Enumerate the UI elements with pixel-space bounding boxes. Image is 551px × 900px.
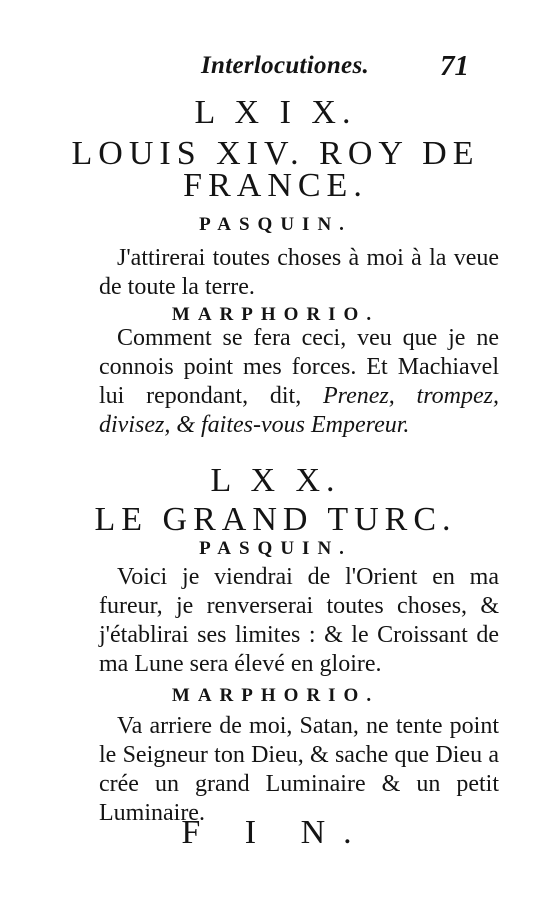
running-title: Interlocutiones. [201, 52, 370, 79]
page-number: 71 [440, 50, 469, 82]
section-title-70: LE GRAND TURC. [94, 501, 457, 538]
speech-marphorio-70 [99, 712, 499, 828]
speech-text [99, 324, 499, 440]
speech-marphorio-69 [99, 324, 499, 440]
section-title-69-line2: FRANCE. [183, 167, 368, 204]
speech-text-italic: Prenez, trompez, divisez, & faites-vous Empereur. [99, 383, 499, 438]
speech-pasquin-70 [99, 563, 499, 679]
speaker-pasquin-69: PASQUIN. [199, 214, 352, 235]
page-header [0, 52, 551, 82]
speaker-pasquin-70: PASQUIN. [199, 538, 352, 559]
speaker-marphorio-69: MARPHORIO. [171, 304, 380, 325]
speaker-marphorio-70: MARPHORIO. [171, 685, 380, 706]
fin-label: F I N. [181, 814, 370, 851]
section-title-69-line1: LOUIS XIV. ROY DE [71, 135, 480, 172]
section-number-70: L X X. [210, 462, 341, 499]
speech-text: J'attirerai toutes choses à moi à la veue de toute la terre. [99, 245, 499, 300]
speech-text-roman: Comment se fera ceci, veu que je ne connois point mes forces. Et Machiavel lui repondant, dit, [99, 325, 499, 409]
section-number-69: L X I X. [194, 94, 357, 131]
speech-pasquin-69 [99, 244, 499, 302]
speech-text: Voici je viendrai de l'Orient en ma fureur, je renverserai toutes choses, & j'établirai ses limites : & le Croissant de ma Lune sera élevé en gloire. [99, 564, 499, 677]
speech-text: Va arriere de moi, Satan, ne tente point le Seigneur ton Dieu, & sache que Dieu a crée un grand Luminaire & un petit Luminaire. [99, 713, 499, 826]
